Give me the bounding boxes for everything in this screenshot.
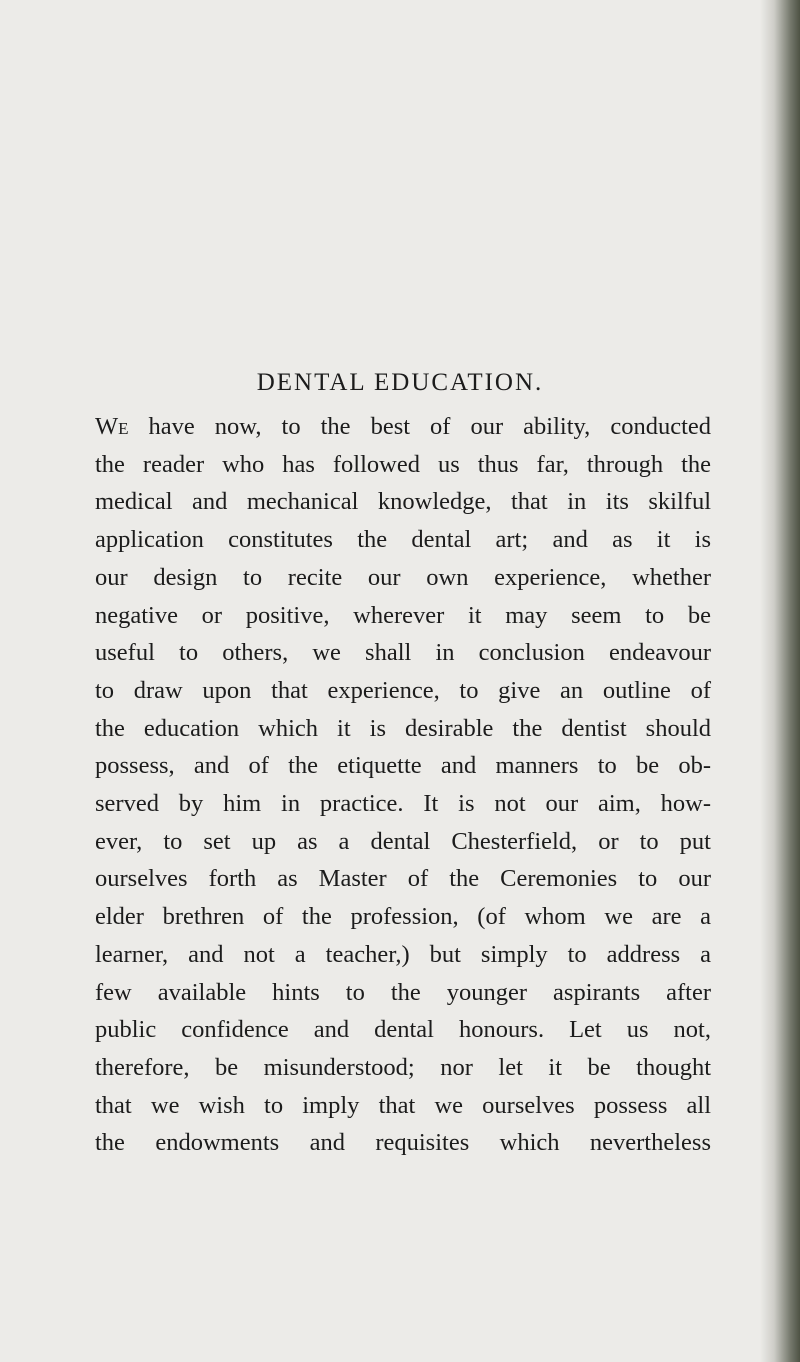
text-line: ourselves forth as Master of the Ceremonies to our — [95, 865, 711, 893]
text-line: that we wish to imply that we ourselves possess all — [95, 1091, 711, 1119]
text-line: the reader who has followed us thus far, through the — [95, 450, 711, 478]
text-line: application constitutes the dental art; and as it is — [95, 526, 711, 554]
text-line — [95, 408, 711, 446]
drop-word: We — [95, 413, 129, 440]
text-line: served by him in practice. It is not our aim, how- — [95, 790, 711, 818]
line-text: have now, to the best of our ability, conducted — [128, 413, 711, 440]
text-line: medical and mechanical knowledge, that in its skilful — [95, 488, 711, 516]
text-line: ever, to set up as a dental Chesterfield, or to put — [95, 827, 711, 855]
text-line: negative or positive, wherever it may seem to be — [95, 601, 711, 629]
text-line: elder brethren of the profession, (of whom we are a — [95, 903, 711, 931]
text-line: the endowments and requisites which nevertheless — [95, 1129, 711, 1157]
text-line: our design to recite our own experience, whether — [95, 563, 711, 591]
page-edge-shadow — [760, 0, 800, 1362]
text-line: public confidence and dental honours. Let us not, — [95, 1016, 711, 1044]
chapter-heading: DENTAL EDUCATION. — [256, 369, 544, 396]
text-line: few available hints to the younger aspirants after — [95, 978, 711, 1006]
text-line: useful to others, we shall in conclusion endeavour — [95, 639, 711, 667]
text-line: therefore, be misunderstood; nor let it be thought — [95, 1053, 711, 1081]
text-line: possess, and of the etiquette and manners to be ob- — [95, 752, 711, 780]
text-line: learner, and not a teacher,) but simply to address a — [95, 940, 711, 968]
text-line: to draw upon that experience, to give an outline of — [95, 676, 711, 704]
body-paragraph — [95, 408, 711, 1162]
text-line: the education which it is desirable the dentist should — [95, 714, 711, 742]
